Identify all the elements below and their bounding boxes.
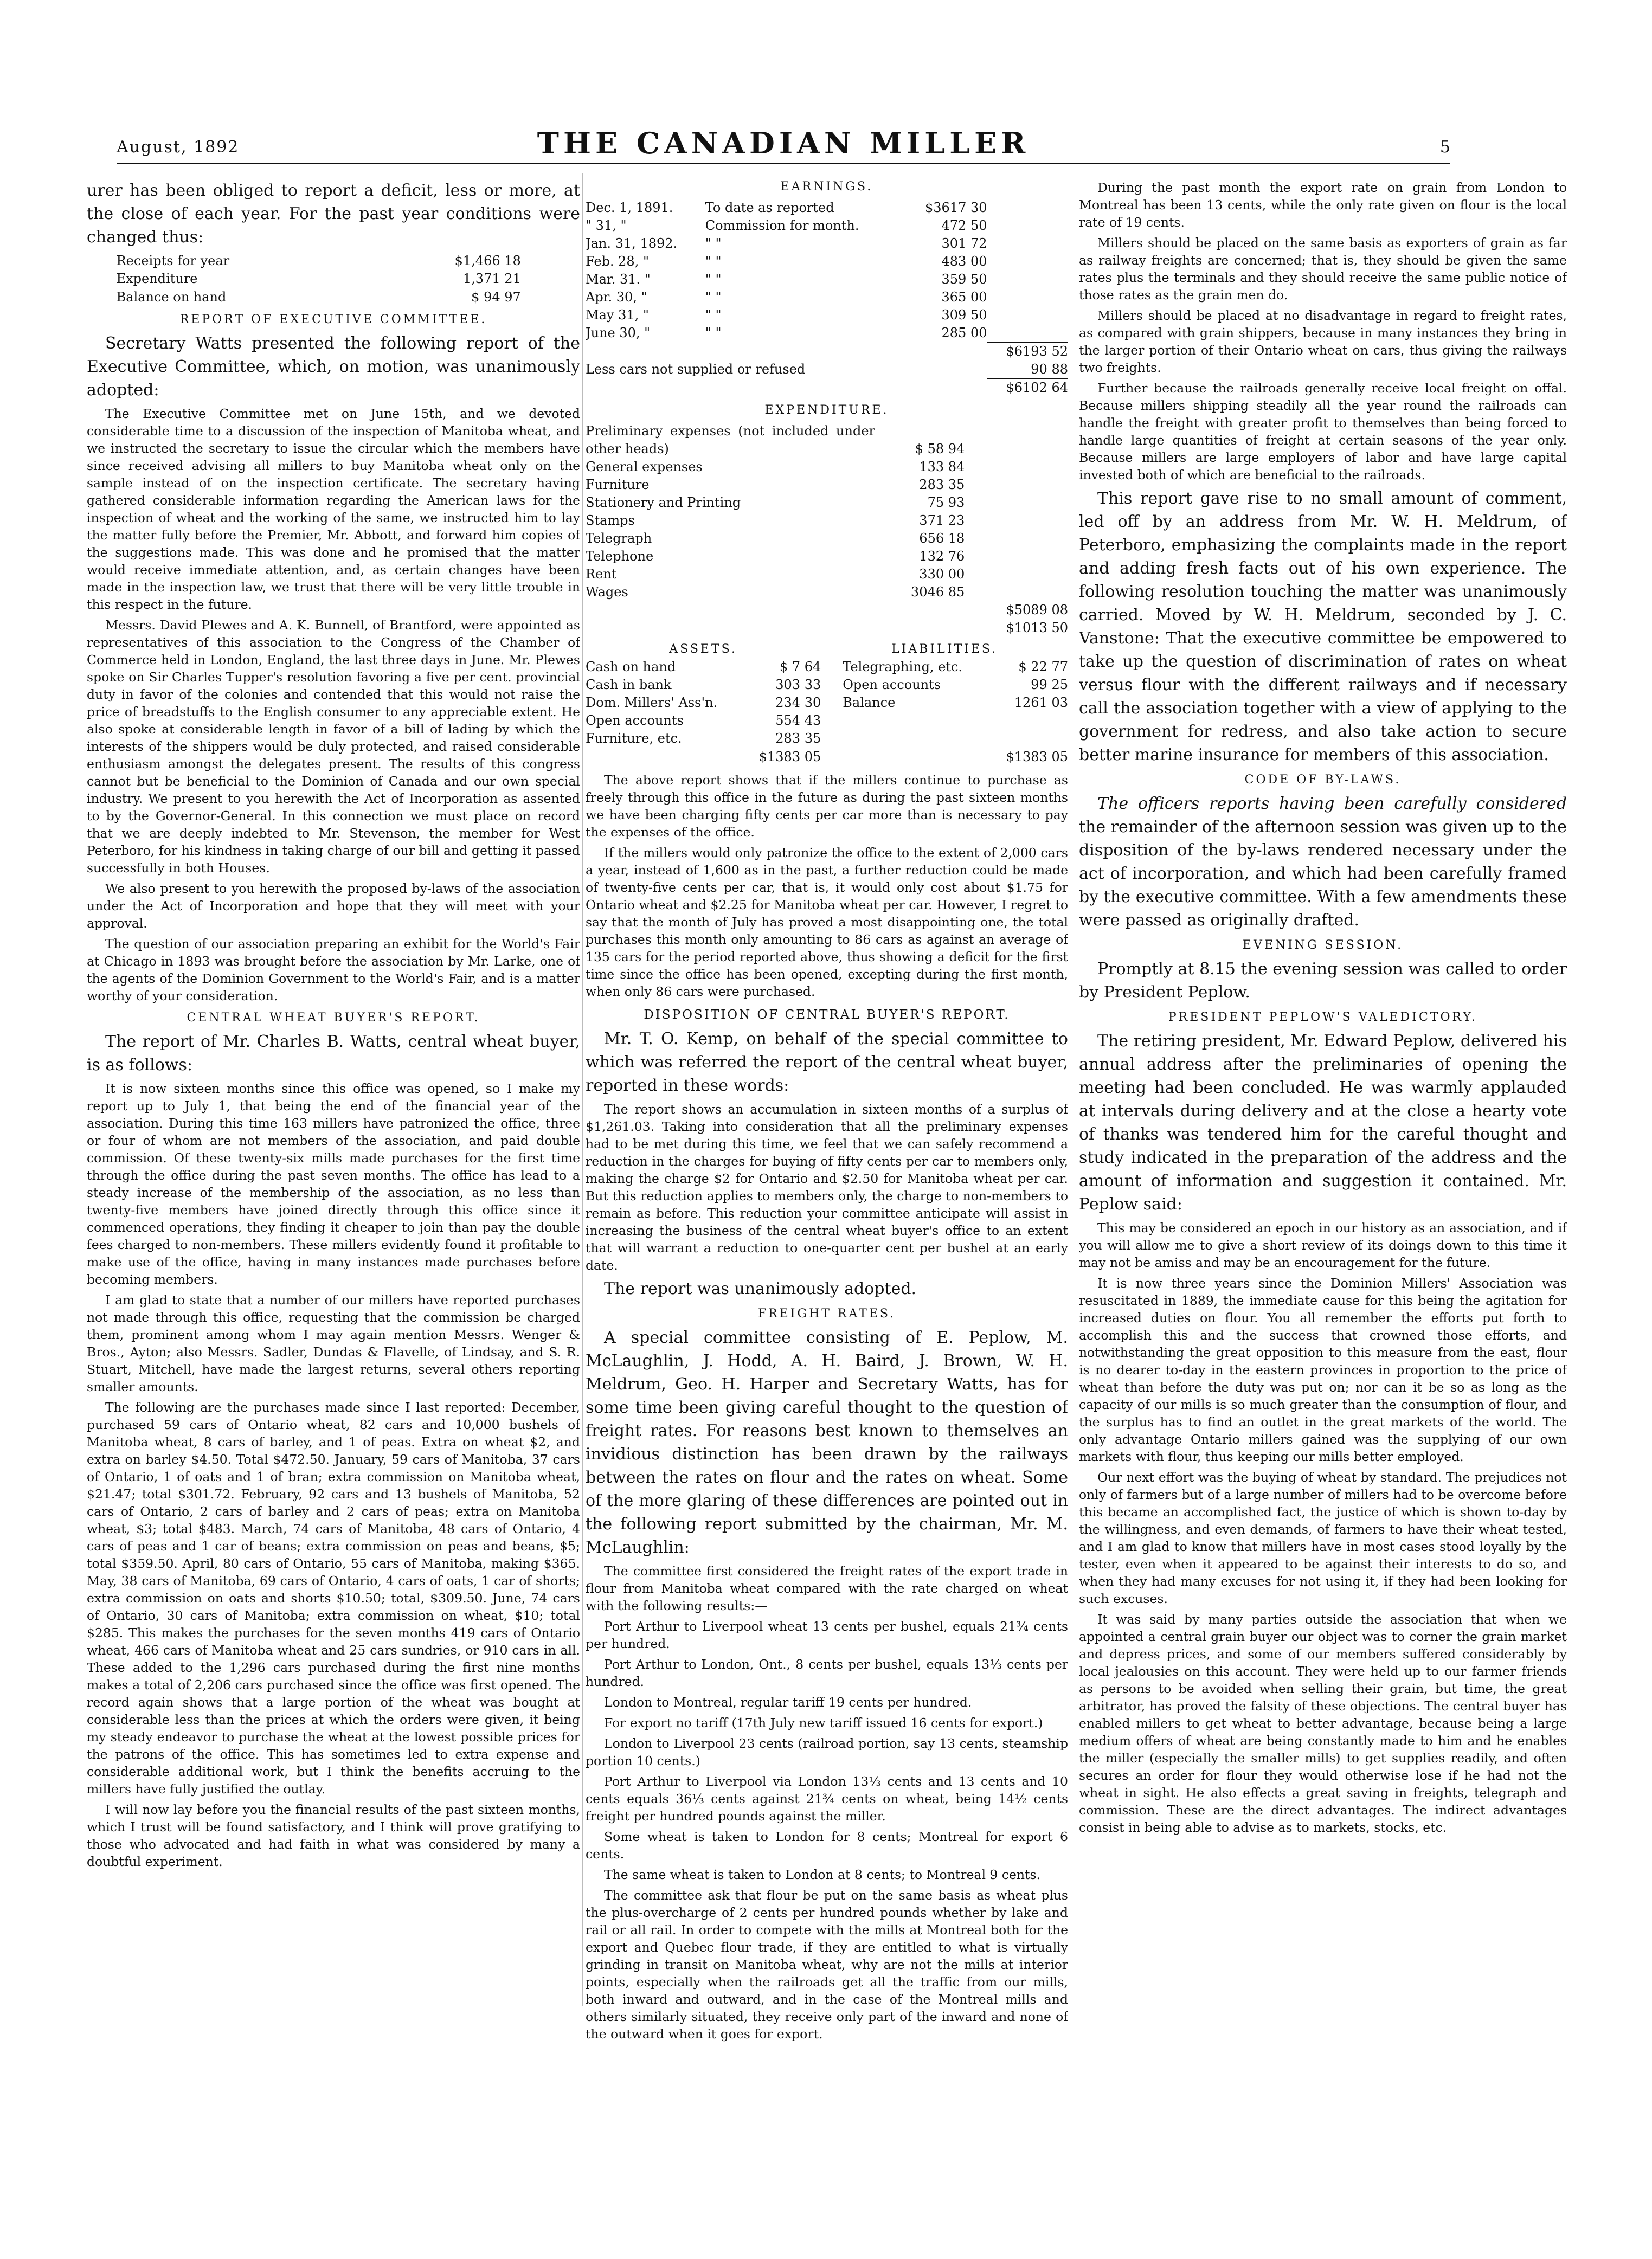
table-row [586, 458, 1068, 476]
table-cell: Cash in bank [586, 677, 672, 692]
table-row [586, 217, 1068, 235]
paragraph: Further because the railroads generally receive local freight on offal. Because millers shipping steadily all the year round the railroads can handle the freight with greater profit to themselves than being forced to handle large quantities of freight at certain seasons of the year only. Because millers are large employers of labor and have large capital invested both of which are beneficial to the railroads. [1079, 381, 1567, 482]
table-cell: 303 33 [775, 677, 821, 692]
table-row [117, 252, 521, 270]
section-heading: ASSETS. [669, 642, 737, 656]
paragraph: The question of our association preparing an exhibit for the World's Fair at Chicago in 1893 was brought before the association by Mr. Larke, one of the agents of the Dominion Government to the World's Fair, and is a matter worthy of your consideration. [87, 936, 580, 1003]
paragraph: Our next effort was the buying of wheat by standard. The prejudices not only of farmers but of a large number of millers had to be overcome before this became an accomplished fact, the justice of which is shown to-day by the willingness, and even demands, of farmers to have their wheat tested, and I am glad to know that millers have in most cases stood loyally by the tester, even when it appeared to be against their interests to do so, and when they had many excuses for not using it, if they had been looking for such excuses. [1079, 1470, 1567, 1606]
table-cell: 371 23 [919, 512, 965, 528]
paragraph: If the millers would only patronize the office to the extent of 2,000 cars a year, instead of 1,600 as in the past, a further reduction could be made of twenty-five cents per car, that is, it would only cost about $1.75 for Ontario wheat and $2.25 for Manitoba wheat per car. However, I regret to say that the month of July has proved a most disappointing one, the total purchases this month only amounting to 86 cars as against an average of 135 cars for the period reported above, thus showing a deficit for the first time since the office has been opened, excepting during the first month, when only 86 cars were purchased. [586, 845, 1068, 999]
table-cell: June 30, " [586, 325, 651, 340]
paragraph: During the past month the export rate on grain from London to Montreal has been 13 cents, while the only rate given on flour is the local rate of 19 cents. [1079, 180, 1567, 230]
table-cell: " " [705, 272, 722, 287]
paragraph: The report was unanimously adopted. [604, 1279, 917, 1298]
paragraph: We also present to you herewith the proposed by-laws of the association under the Act of Incorporation and hope that they will meet with your approval. [87, 881, 580, 931]
paragraph: A special committee consisting of E. Peplow, M. McLaughlin, J. Hodd, A. H. Baird, J. Brown, W. H. Meldrum, Geo. H. Harper and Secretary Watts, has for some time been giving careful thought to the question of freight rates. For reasons best known to themselves an invidious distinction has been drawn by the railways between the rates on flour and the rates on wheat. Some of the more glaring of these differences are pointed out in the following report submitted by the chairman, Mr. M. McLaughlin: [586, 1328, 1068, 1557]
table-cell: Balance [843, 695, 896, 710]
earnings-table [586, 199, 1068, 397]
table-cell: 99 25 [1031, 677, 1068, 692]
paragraph: I am glad to state that a number of our millers have reported purchases not made through this office, requesting that the commission be charged them, prominent among whom I may again mention Messrs. Wenger & Bros., Ayton; also Messrs. Sadler, Dundas & Flavelle, of Lindsay, and S. R. Stuart, Mitchell, have made the largest returns, several others reporting smaller amounts. [87, 1292, 580, 1394]
table-cell: 554 43 [775, 713, 821, 728]
table-cell: 1261 03 [1014, 695, 1068, 710]
table-row [586, 422, 1068, 458]
section-heading: CENTRAL WHEAT BUYER'S REPORT. [187, 1011, 480, 1025]
table-cell: 483 00 [941, 254, 987, 269]
balance-sheet [586, 640, 1068, 766]
table-cell: Expenditure [116, 271, 198, 286]
table-cell: 90 88 [1031, 361, 1068, 377]
paragraph: The retiring president, Mr. Edward Peplow, delivered his annual address after the preliminaries of opening the meeting had been concluded. He was warmly applauded at intervals during delivery and at the close a hearty vote of thanks was tendered him for the careful thought and study indicated in the preparation of the address and the amount of information and suggestion it contained. Mr. Peplow said: [1079, 1032, 1567, 1214]
table-cell: " " [705, 289, 722, 305]
table-cell: Stamps [586, 512, 635, 528]
table-cell: 365 00 [941, 289, 987, 305]
table-row [586, 288, 1068, 306]
paragraph: The committee first considered the freight rates of the export trade in flour from Manitoba wheat compared with the rate charged on wheat with the following results:— [586, 1563, 1068, 1613]
paragraph: Messrs. David Plewes and A. K. Bunnell, of Brantford, were appointed as representatives of this association to the Congress of the Chamber of Commerce held in London, England, the last three days in June. Mr. Plewes spoke on Sir Charles Tupper's resolution favoring a five per cent. provincial duty in favor of the colonies and contended that this would not raise the price of breadstuffs to the English consumer to any appreciable extent. He also spoke at considerable length in favor of a bill of lading by which the interests of the shippers would be duly protected, and raised considerable enthusiasm amongst the delegates present. The results of this congress cannot but be beneficial to the Dominion of Canada and our own special industry. We present to you herewith the Act of Incorporation as assented to by the Governor-General. In this connection we must place on record that we are deeply indebted to Mr. Stevenson, the member for West Peterboro, for his kindness in taking charge of our bill and getting it passed successfully in both Houses. [87, 617, 580, 876]
section-heading: EVENING SESSION. [1242, 938, 1404, 952]
table-cell: 1,371 21 [462, 271, 521, 286]
table-cell: Feb. 28, " [586, 254, 649, 269]
table-row [586, 748, 1068, 767]
paragraph: It is now sixteen months since this office was opened, so I make my report up to July 1, that being the end of the financial year of the association. During this time 163 millers have patronized the office, three or four of whom are not members of the association, and paid double commission. Of these twenty-six mills made purchases for the first time through the office during the past seven months. The office has lead to a steady increase of the membership of the association, as no less than twenty-five members have joined directly through this office since it commenced operations, they finding it cheaper to join than pay the double fees charged to non-members. These millers evidently found it profitable to make use of the office, having in many instances made purchases before becoming members. [87, 1081, 580, 1287]
table-row [117, 288, 521, 307]
table-cell: $1,466 18 [454, 253, 521, 268]
table-row [586, 619, 1068, 637]
section-heading: EARNINGS. [780, 180, 873, 194]
table-cell: $3617 30 [924, 200, 987, 215]
table-row [586, 712, 1068, 730]
table-cell: 656 18 [919, 530, 965, 546]
table-cell: $ 22 77 [1018, 659, 1068, 674]
table-row [586, 342, 1068, 361]
table-cell: Rent [586, 566, 617, 582]
table-cell: 359 50 [941, 272, 987, 287]
issue-date: August, 1892 [117, 138, 240, 157]
table-cell: To date as reported [705, 200, 834, 215]
text: the remainder of the afternoon session was given up to the disposition of the by-laws rendered necessary under the act of incorporation, and which had been carefully framed by the executive committee. With a few amendments these were passed as originally drafted. [1079, 818, 1567, 930]
paragraph: Port Arthur to London, Ont., 8 cents per bushel, equals 13⅓ cents per hundred. [586, 1657, 1068, 1689]
paragraph: The following are the purchases made since I last reported: December, purchased 59 cars of Ontario wheat, 82 cars and 10,000 bushels of Manitoba wheat, 8 cars of barley, and 1 of peas. Extra on wheat $2, and extra on barley $4.50. Total $472.50. January, 59 cars of Manitoba, 37 cars of Ontario, 1 of oats and 1 of bran; extra commission on Manitoba wheat, $21.47; total $301.72. February, 92 cars and 13 bushels of Manitoba, 52 cars of Ontario, 2 cars of barley and 2 cars of peas; extra on Manitoba wheat, $3; total $483. March, 74 cars of Manitoba, 48 cars of Ontario, 4 cars of peas and 1 car of beans; extra commission on peas and beans, $5; total $359.50. April, 80 cars of Ontario, 55 cars of Manitoba, making $365. May, 38 cars of Manitoba, 69 cars of Ontario, 4 cars of oats, 1 car of shorts; extra commission on oats and shorts $10.50; total, $309.50. June, 74 cars of Ontario, 30 cars of Manitoba; extra commission on wheat, $10; total $285. This makes the purchases for the seven months 419 cars of Ontario wheat, 466 cars of Manitoba wheat and 25 cars sundries, or 910 cars in all. These added to the 1,296 cars purchased during the first nine months makes a total of 2,206 cars purchased since the office was first opened. The record again shows that a large portion of the wheat was bought at considerable less than the prices at which the orders were given, it being my steady endeavor to purchase the wheat at the lowest possible prices for the patrons of the office. This has sometimes led to extra expense and considerable additional work, but I think the benefits accruing to the millers have fully justified the outlay. [87, 1400, 580, 1797]
balance-table [117, 252, 521, 306]
section-heading: LIABILITIES. [891, 642, 998, 656]
table-row [586, 361, 1068, 379]
paragraph: Millers should be placed at no disadvantage in regard to freight rates, as compared with grain shippers, because in many instances they bring in the larger portion of their Ontario wheat on cars, thus giving the railways two freights. [1079, 308, 1567, 375]
masthead [117, 126, 1450, 164]
table-row [586, 306, 1068, 324]
table-cell: Stationery and Printing [586, 494, 741, 510]
section-heading: REPORT OF EXECUTIVE COMMITTEE. [179, 313, 487, 326]
table-cell: 330 00 [919, 566, 965, 582]
table-row [586, 199, 1068, 217]
table-cell: 285 00 [941, 325, 987, 340]
paragraph: Promptly at 8.15 the evening session was called to order by President Peplow. [1079, 960, 1567, 1002]
table-cell: $ 58 94 [915, 441, 965, 456]
table-row [586, 324, 1068, 342]
table-cell: Open accounts [843, 677, 941, 692]
paragraph: The report shows an accumulation in sixteen months of a surplus of $1,261.03. Taking into consideration that all the preliminary expenses had to be met during this time, we feel that we can safely recommend a reduction in the charges for buying of fifty cents per car to members only, making the charge $2 for Ontario and $2.50 for Manitoba wheat per car. But this reduction applies to members only, the charge to non-members to remain as before. This reduction your committee anticipate will assist in increasing the business of the central wheat buyer's office to an extent that will warrant a reduction to one-quarter cent per bushel at an early date. [586, 1102, 1068, 1273]
paragraph: Some wheat is taken to London for 8 cents; Montreal for export 6 cents. [586, 1829, 1068, 1862]
table-cell: Telegraphing, etc. [843, 659, 963, 674]
column-divider [582, 173, 583, 2006]
paragraph: Port Arthur to Liverpool wheat 13 cents per bushel, equals 21¾ cents per hundred. [586, 1619, 1068, 1651]
table-row [586, 530, 1068, 548]
expenditure-table [586, 422, 1068, 638]
paragraph: For export no tariff (17th July new tariff issued 16 cents for export.) [604, 1715, 1043, 1730]
page-number: 5 [1439, 138, 1450, 157]
section-heading: EXPENDITURE. [764, 403, 889, 417]
table-cell: Telegraph [586, 530, 652, 546]
masthead-title: THE CANADIAN MILLER [537, 126, 1030, 160]
table-cell: 309 50 [941, 307, 987, 323]
table-cell: Cash on hand [586, 659, 676, 674]
table-cell: $5089 08 [965, 601, 1068, 620]
table-cell: Furniture [586, 477, 650, 492]
paragraph [1079, 792, 1567, 932]
table-cell: Furniture, etc. [586, 731, 682, 746]
table-row [586, 512, 1068, 530]
table-cell: 472 50 [941, 218, 987, 233]
table-cell: $6193 52 [987, 342, 1069, 361]
table-row [117, 270, 521, 288]
paragraph: It is now three years since the Dominion Millers' Association was resuscitated in 1889, the immediate cause for this being the agitation for increased duties on flour. You all remember the efforts put forth to accomplish this and the success that crowned those efforts, and notwithstanding the great opposition to this measure from the east, flour is no dearer to-day in the eastern provinces in proportion to the price of wheat than before the duty was put on; nor can it be so as long as the capacity of our mills is so much greater than the consumption of flour, and the surplus has to find an outlet in the great markets of the world. The only advantage Ontario millers gained was the supplying of our own markets with flour, thus keeping our mills better employed. [1079, 1276, 1567, 1464]
table-cell: Less cars not supplied or refused [586, 361, 806, 377]
section-heading: PRESIDENT PEPLOW'S VALEDICTORY. [1168, 1011, 1478, 1024]
table-cell: Receipts for year [116, 253, 230, 268]
table-cell: Apr. 30, " [586, 289, 647, 305]
column-2 [586, 179, 1068, 2141]
table-cell: $ 94 97 [371, 288, 521, 307]
table-cell: Preliminary expenses (not included under other heads) [586, 423, 875, 456]
section-heading: CODE OF BY-LAWS. [1244, 773, 1402, 787]
table-cell: 283 35 [919, 477, 965, 492]
table-cell: 132 76 [919, 548, 965, 564]
table-cell: Jan. 31, 1892. [586, 236, 678, 251]
paragraph: The above report shows that if the millers continue to purchase as freely through this office in the future as during the past sixteen months we have been charging fifty cents per car more than is necessary to pay the expenses of the office. [586, 773, 1068, 840]
table-row [586, 494, 1068, 512]
table-cell: Balance on hand [116, 289, 227, 305]
table-row [586, 583, 1068, 601]
paragraph: The same wheat is taken to London at 8 cents; to Montreal 9 cents. [604, 1867, 1041, 1882]
paragraph: This may be considered an epoch in our history as an association, and if you will allow me to give a short review of its doings down to this time it may not be amiss and may be an encouragement for the future. [1079, 1220, 1567, 1270]
table-cell: 301 72 [941, 236, 987, 251]
table-row [586, 565, 1068, 583]
masthead-rule [117, 163, 1450, 164]
table-cell: 75 93 [927, 494, 965, 510]
table-cell: May 31, " [586, 307, 649, 323]
table-cell: $1013 50 [1006, 620, 1068, 635]
italic-text: The officers reports having been carefully considered [1097, 794, 1567, 813]
paragraph: urer has been obliged to report a deficit, less or more, at the close of each year. For the past year conditions were changed thus: [87, 181, 580, 247]
table-cell: " " [705, 307, 722, 323]
paragraph: London to Montreal, regular tariff 19 cents per hundred. [604, 1695, 972, 1710]
table-cell: Dec. 1, 1891. [586, 200, 673, 215]
table-cell: Dom. Millers' Ass'n. [586, 695, 718, 710]
table-cell: Commission for month. [705, 218, 859, 233]
paragraph: It was said by many parties outside the association that when we appointed a central grain buyer our object was to corner the grain market and depress prices, and some of our members suffered considerably by local jealousies on this account. They were held up to our farmer friends as persons to be avoided when selling their grain, but time, the great arbitrator, has proved the falsity of these objections. The central buyer has enabled millers to get wheat to better advantage, because being a large medium offers of wheat are being constantly made to him and he enables the miller (especially the smaller mills) to get supplies readily, and often secures an order for flour they would otherwise lose if he had not the wheat in sight. He also effects a great saving in freights, telegraph and commission. These are the direct advantages. The indirect advantages consist in being able to advise as to markets, stocks, etc. [1079, 1612, 1567, 1835]
table-cell: 283 35 [775, 731, 821, 746]
section-heading: DISPOSITION OF CENTRAL BUYER'S REPORT. [644, 1008, 1010, 1022]
table-row [586, 730, 1068, 748]
paragraph: I will now lay before you the financial results of the past sixteen months, which I trust will be found satisfactory, and I think will prove gratifying to those who advocated and had faith in what was considered by many a doubtful experiment. [87, 1802, 580, 1869]
table-cell: Telephone [586, 548, 654, 564]
paragraph: Mr. T. O. Kemp, on behalf of the special committee to which was referred the report of the central wheat buyer, reported in these words: [586, 1029, 1068, 1095]
table-cell: " " [705, 325, 722, 340]
table-row [586, 476, 1068, 494]
column-3 [1079, 179, 1567, 2109]
table-row [586, 658, 1068, 676]
table-row [586, 676, 1068, 694]
table-row [586, 694, 1068, 712]
table-cell: " " [705, 236, 722, 251]
table-cell: $1383 05 [993, 748, 1068, 767]
column-1 [87, 179, 580, 2109]
paragraph: The Executive Committee met on June 15th, and we devoted considerable time to a discussion of the inspection of Manitoba wheat, and we instructed the secretary to issue the circular which the members have since received advising all millers to buy Manitoba wheat only on the sample instead of on the inspection certificate. The secretary having gathered considerable information regarding the American laws for the inspection of wheat and the working of the same, we instructed him to lay the matter fully before the Premier, Mr. Abbott, and forward him copies of the suggestions made. This was done and he promised that the matter would receive immediate attention, and, as certain changes have been made in the inspection law, we trust that there will be very little trouble in this respect in the future. [87, 406, 580, 612]
paragraph: The committee ask that flour be put on the same basis as wheat plus the plus-overcharge of 2 cents per hundred pounds whether by lake and rail or all rail. In order to compete with the mills at Montreal both for the export and Quebec flour trade, if they are entitled to what is virtually grinding in transit on Manitoba wheat, why are not the mills at interior points, especially when the railroads get all the traffic from our mills, both inward and outward, and in the case of the Montreal mills and others similarly situated, they receive only part of the inward and none of the outward when it goes for export. [586, 1888, 1068, 2042]
table-cell: Wages [586, 584, 628, 600]
table-row [586, 271, 1068, 288]
table-cell: Mar. 31. " [586, 272, 651, 287]
table-cell: $6102 64 [987, 378, 1069, 397]
table-cell: " 31, " [586, 218, 627, 233]
table-cell: $1383 05 [745, 748, 821, 767]
paragraph: London to Liverpool 23 cents (railroad portion, say 13 cents, steamship portion 10 cents.) [586, 1736, 1068, 1768]
table-row [586, 640, 1068, 658]
table-cell: Open accounts [586, 713, 684, 728]
table-row [586, 253, 1068, 271]
paragraph: The report of Mr. Charles B. Watts, central wheat buyer, is as follows: [87, 1032, 580, 1074]
paragraph: Millers should be placed on the same basis as exporters of grain as far as railway freights are concerned; that is, they should be given the same rates plus the terminals and they should receive the same public notice of those rates as the grain men do. [1079, 235, 1567, 303]
table-cell: 234 30 [775, 695, 821, 710]
table-cell: " " [705, 254, 722, 269]
table-cell: 3046 85 [911, 584, 965, 600]
table-cell: General expenses [586, 459, 703, 474]
table-cell: 133 84 [919, 459, 965, 474]
paragraph: Secretary Watts presented the following report of the Executive Committee, which, on motion, was unanimously adopted: [87, 334, 580, 400]
paragraph: This report gave rise to no small amount of comment, led off by an address from Mr. W. H. Meldrum, of Peterboro, emphasizing the complaints made in the report and adding fresh facts out of his own experience. The following resolution touching the matter was unanimously carried. Moved by W. H. Meldrum, seconded by J. C. Vanstone: That the executive committee be empowered to take up the question of discrimination of rates on wheat versus flour with the different railways and if necessary call the association together with a view of applying to the government for redress, and also take action to secure better marine insurance for members of this association. [1079, 489, 1567, 764]
table-row [586, 601, 1068, 620]
table-cell: $ 7 64 [779, 659, 821, 674]
paragraph: Port Arthur to Liverpool via London 13⅓ cents and 13 cents and 10 cents equals 36⅓ cents against 21¾ cents on wheat, being 14½ cents freight per hundred pounds against the miller. [586, 1774, 1068, 1824]
table-row [586, 378, 1068, 397]
table-row [586, 235, 1068, 253]
section-heading: FREIGHT RATES. [757, 1307, 896, 1321]
table-row [586, 548, 1068, 565]
